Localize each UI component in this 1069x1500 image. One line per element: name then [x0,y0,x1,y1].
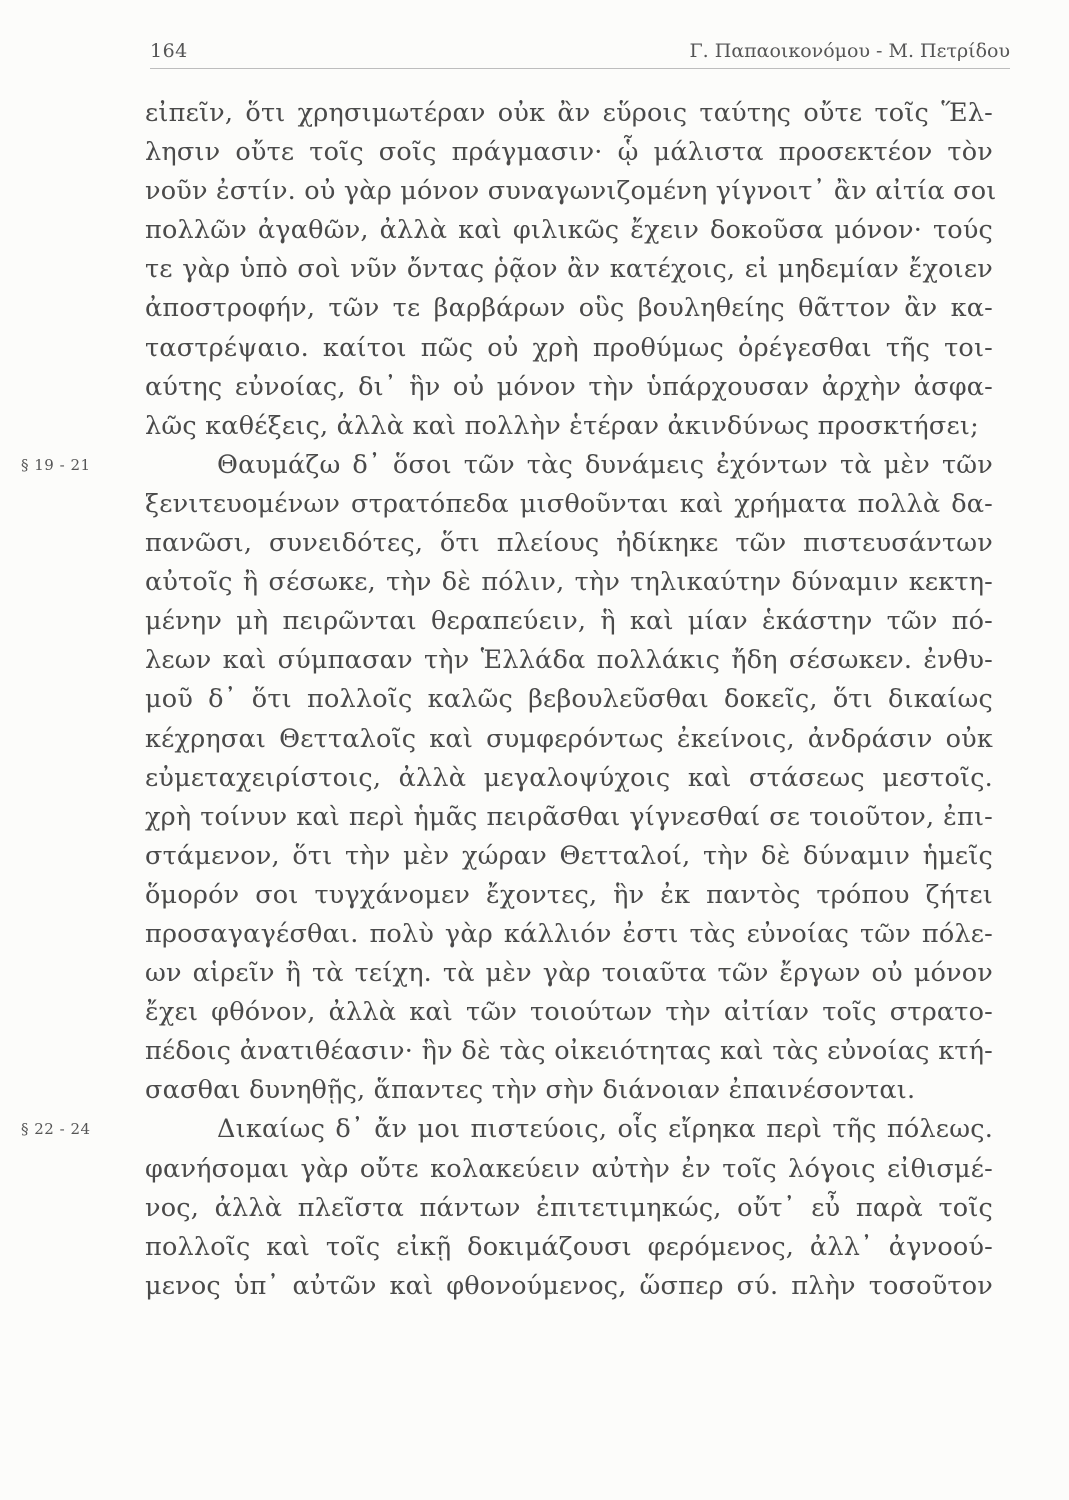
text-line: ξενιτευομένων στρατόπεδα μισθοῦνται καὶ χρήματα πολλὰ δα- [145,488,993,519]
text-line: νοῦν ἐστίν. οὐ γὰρ μόνον συναγωνιζομένη γίγνοιτ᾽ ἂν αἰτία σοι [145,176,997,207]
text-line: κέχρησαι Θετταλοῖς καὶ συμφερόντως ἐκείνοις, ἀνδράσιν οὐκ [145,723,993,754]
running-head: Γ. Παπαοικονόμου - Μ. Πετρίδου [689,40,1010,62]
page-header [150,38,1010,72]
text-line: φανήσομαι γὰρ οὔτε κολακεύειν αὐτὴν ἐν τοῖς λόγοις εἰθισμέ- [145,1153,993,1184]
text-line: τε γὰρ ὑπὸ σοὶ νῦν ὄντας ῥᾷον ἂν κατέχοις, εἰ μηδεμίαν ἔχοιεν [145,254,993,285]
text-line: σασθαι δυνηθῇς, ἅπαντες τὴν σὴν διάνοιαν ἐπαινέσονται. [145,1075,916,1106]
text-line: ταστρέψαιο. καίτοι πῶς οὐ χρὴ προθύμως ὀρέγεσθαι τῆς τοι- [145,332,993,363]
text-line: χρὴ τοίνυν καὶ περὶ ἡμᾶς πειρᾶσθαι γίγνεσθαί σε τοιοῦτον, ἐπι- [145,801,993,832]
text-line: λησιν οὔτε τοῖς σοῖς πράγμασιν· ᾧ μάλιστα προσεκτέον τὸν [145,137,993,168]
text-line: πολλοῖς καὶ τοῖς εἰκῇ δοκιμάζουσι φερόμενος, ἀλλ᾽ ἀγνοού- [145,1231,993,1262]
margin-section-ref: § 19 - 21 [21,455,91,474]
text-line: μοῦ δ᾽ ὅτι πολλοῖς καλῶς βεβουλεῦσθαι δοκεῖς, ὅτι δικαίως [145,684,993,715]
text-line: λεων καὶ σύμπασαν τὴν Ἑλλάδα πολλάκις ἤδη σέσωκεν. ἐνθυ- [145,645,993,676]
page-number: 164 [150,40,188,62]
text-line: αὐτοῖς ἢ σέσωκε, τὴν δὲ πόλιν, τὴν τηλικαύτην δύναμιν κεκτη- [145,567,993,598]
margin-section-ref: § 22 - 24 [21,1120,91,1139]
text-line: μενος ὑπ᾽ αὐτῶν καὶ φθονούμενος, ὥσπερ σύ. πλὴν τοσοῦτον [145,1270,993,1301]
text-line: πέδοις ἀνατιθέασιν· ἣν δὲ τὰς οἰκειότητας καὶ τὰς εὐνοίας κτή- [145,1036,993,1067]
text-line-content: Θαυμάζω δ᾽ ὅσοι τῶν τὰς δυνάμεις ἐχόντων τὰ μὲν τῶν [217,449,993,480]
text-line: λῶς καθέξεις, ἀλλὰ καὶ πολλὴν ἑτέραν ἀκινδύνως προσκτήσει; [145,410,979,441]
text-body [21,94,997,1306]
text-line: νος, ἀλλὰ πλεῖστα πάντων ἐπιτετιμηκώς, οὔτ᾽ εὖ παρὰ τοῖς [145,1192,993,1223]
text-line: πανῶσι, συνειδότες, ὅτι πλείους ἠδίκηκε τῶν πιστευσάντων [145,528,993,559]
text-line: πολλῶν ἀγαθῶν, ἀλλὰ καὶ φιλικῶς ἔχειν δοκοῦσα μόνον· τούς [145,215,993,246]
paragraph-first-line [21,446,993,485]
text-line: ἀποστροφήν, τῶν τε βαρβάρων οὓς βουληθείης θᾶττον ἂν κα- [145,293,993,324]
text-line-content: Δικαίως δ᾽ ἄν μοι πιστεύοις, οἷς εἴρηκα περὶ τῆς πόλεως. [217,1114,993,1145]
header-rule [150,68,1010,69]
text-line: ων αἱρεῖν ἢ τὰ τείχη. τὰ μὲν γὰρ τοιαῦτα τῶν ἔργων οὐ μόνον [145,958,993,989]
text-line: προσαγαγέσθαι. πολὺ γὰρ κάλλιόν ἐστι τὰς εὐνοίας τῶν πόλε- [145,918,993,949]
text-line: ἔχει φθόνον, ἀλλὰ καὶ τῶν τοιούτων τὴν αἰτίαν τοῖς στρατο- [145,997,993,1028]
text-line: μένην μὴ πειρῶνται θεραπεύειν, ἣ καὶ μίαν ἑκάστην τῶν πό- [145,606,993,637]
text-line: εὐμεταχειρίστοις, ἀλλὰ μεγαλοψύχοις καὶ στάσεως μεστοῖς. [145,762,993,793]
text-line: αύτης εὐνοίας, δι᾽ ἣν οὐ μόνον τὴν ὑπάρχουσαν ἀρχὴν ἀσφα- [145,371,993,402]
text-line: στάμενον, ὅτι τὴν μὲν χώραν Θετταλοί, τὴν δὲ δύναμιν ἡμεῖς [145,840,993,871]
paragraph-first-line [21,1110,993,1149]
text-line: εἰπεῖν, ὅτι χρησιμωτέραν οὐκ ἂν εὕροις ταύτης οὔτε τοῖς Ἕλ- [145,98,993,128]
text-line: ὅμορόν σοι τυγχάνομεν ἔχοντες, ἣν ἐκ παντὸς τρόπου ζήτει [145,879,993,910]
